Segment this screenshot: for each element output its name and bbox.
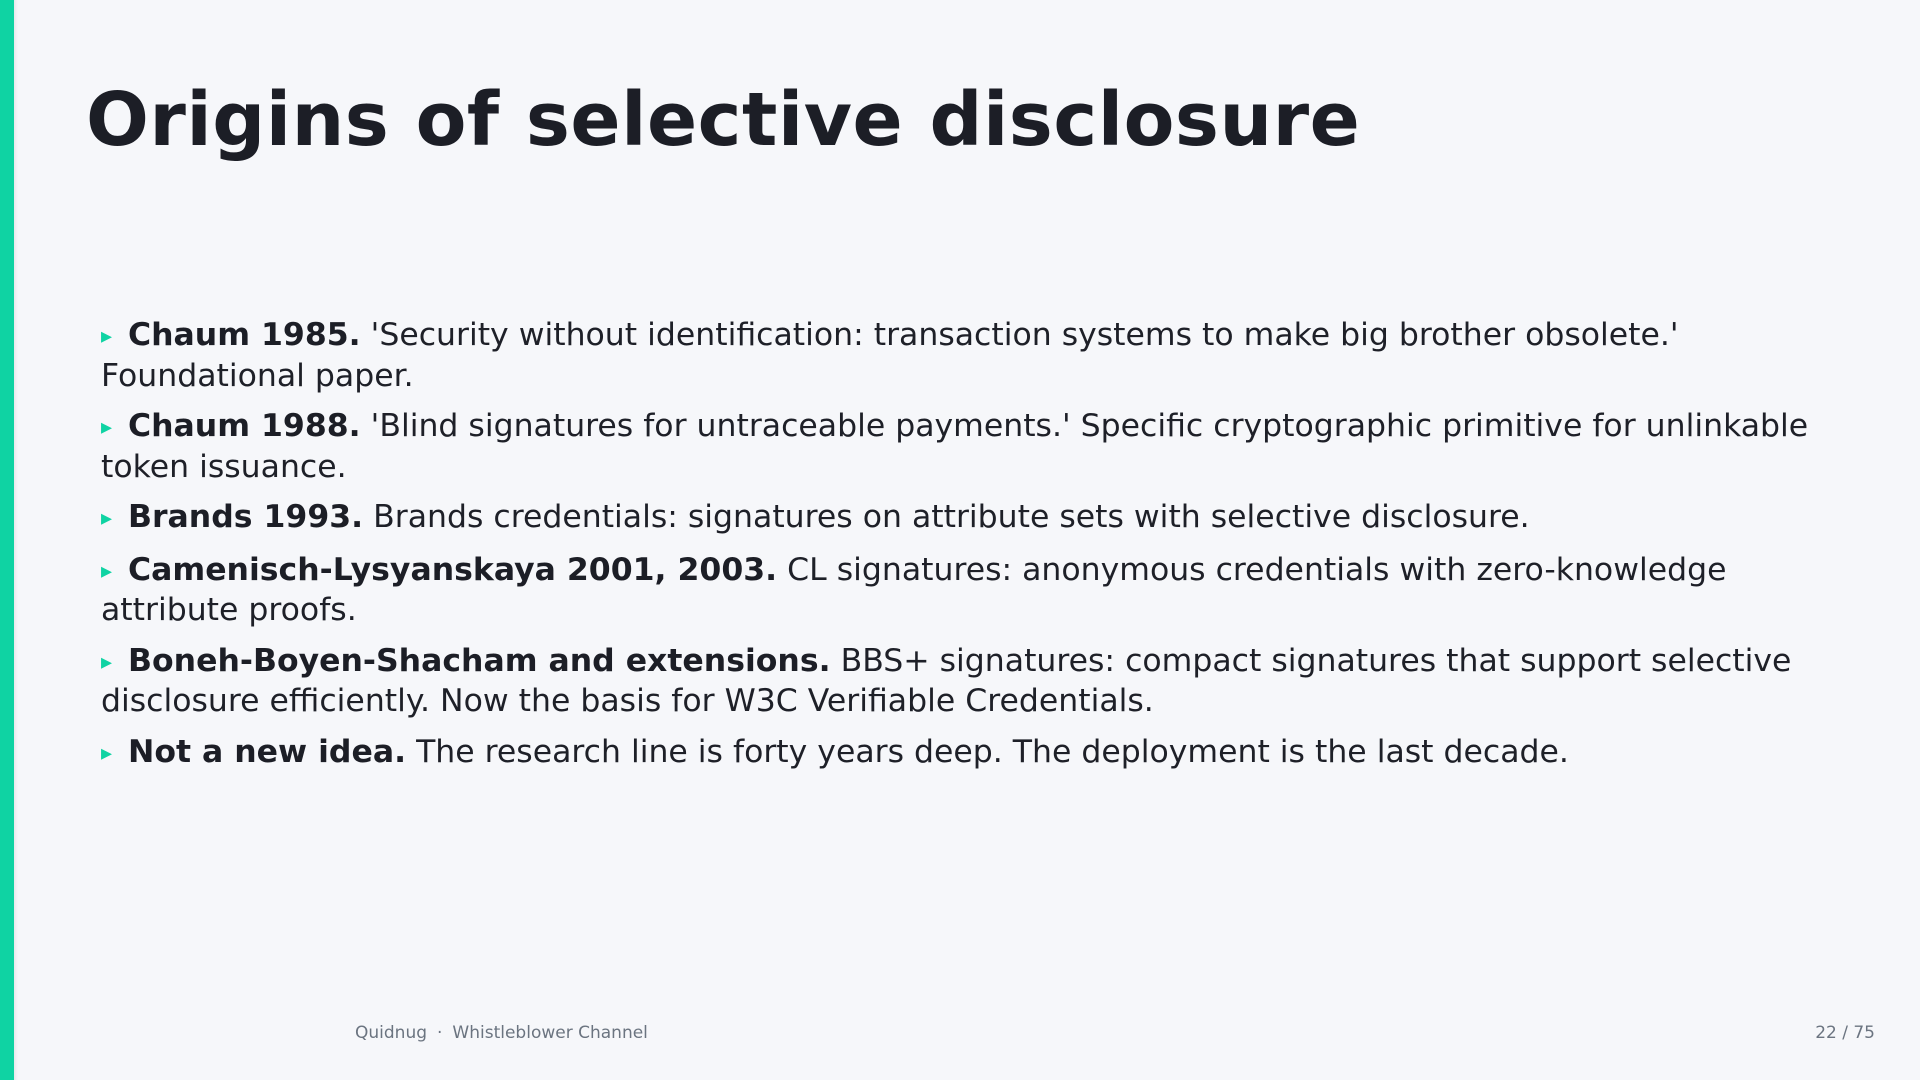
footer-separator: · [437, 1023, 443, 1043]
page-number: 22 / 75 [1815, 1023, 1875, 1043]
bullet-lead: Chaum 1988. [128, 408, 361, 444]
bullet-item [101, 642, 1841, 721]
bullet-text: Brands credentials: signatures on attribute sets with selective disclosure. [373, 499, 1530, 535]
bullet-marker-icon: ▸ [101, 740, 113, 766]
bullet-text: CL signatures: anonymous credentials with zero-knowledge attribute proofs. [101, 551, 1727, 628]
slide-title: Origins of selective disclosure [86, 77, 1361, 163]
footer-caption [355, 1023, 648, 1043]
bullet-lead: Not a new idea. [128, 733, 407, 770]
footer-brand: Quidnug [355, 1023, 428, 1043]
bullet-lead: Boneh-Boyen-Shacham and extensions. [128, 642, 831, 679]
bullet-lead: Camenisch-Lysyanskaya 2001, 2003. [128, 551, 778, 588]
bullet-marker-icon: ▸ [101, 506, 113, 531]
bullet-item [101, 733, 1841, 774]
footer-section: Whistleblower Channel [452, 1023, 648, 1043]
bullet-marker-icon: ▸ [101, 415, 113, 440]
bullet-marker-icon: ▸ [101, 324, 113, 349]
bullet-marker-icon: ▸ [101, 649, 113, 675]
bullet-lead: Chaum 1985. [128, 317, 361, 353]
bullet-lead: Brands 1993. [128, 499, 364, 535]
bullet-item [101, 551, 1841, 630]
bullet-item [101, 316, 1841, 395]
bullet-text: 'Security without identification: transaction systems to make big brother obsolete.' Foundational paper. [101, 317, 1679, 394]
accent-bar-shadow [14, 0, 18, 1080]
bullet-item [101, 407, 1841, 486]
bullet-text: BBS+ signatures: compact signatures that support selective disclosure efficiently. Now the basis for W3C Verifiable Credentials. [101, 642, 1792, 719]
bullet-item [101, 498, 1841, 539]
bullet-marker-icon: ▸ [101, 558, 113, 584]
bullet-text: The research line is forty years deep. The deployment is the last decade. [416, 733, 1569, 770]
bullet-list [101, 316, 1841, 785]
accent-bar [0, 0, 14, 1080]
bullet-text: 'Blind signatures for untraceable payments.' Specific cryptographic primitive for unlinkable token issuance. [101, 408, 1809, 485]
